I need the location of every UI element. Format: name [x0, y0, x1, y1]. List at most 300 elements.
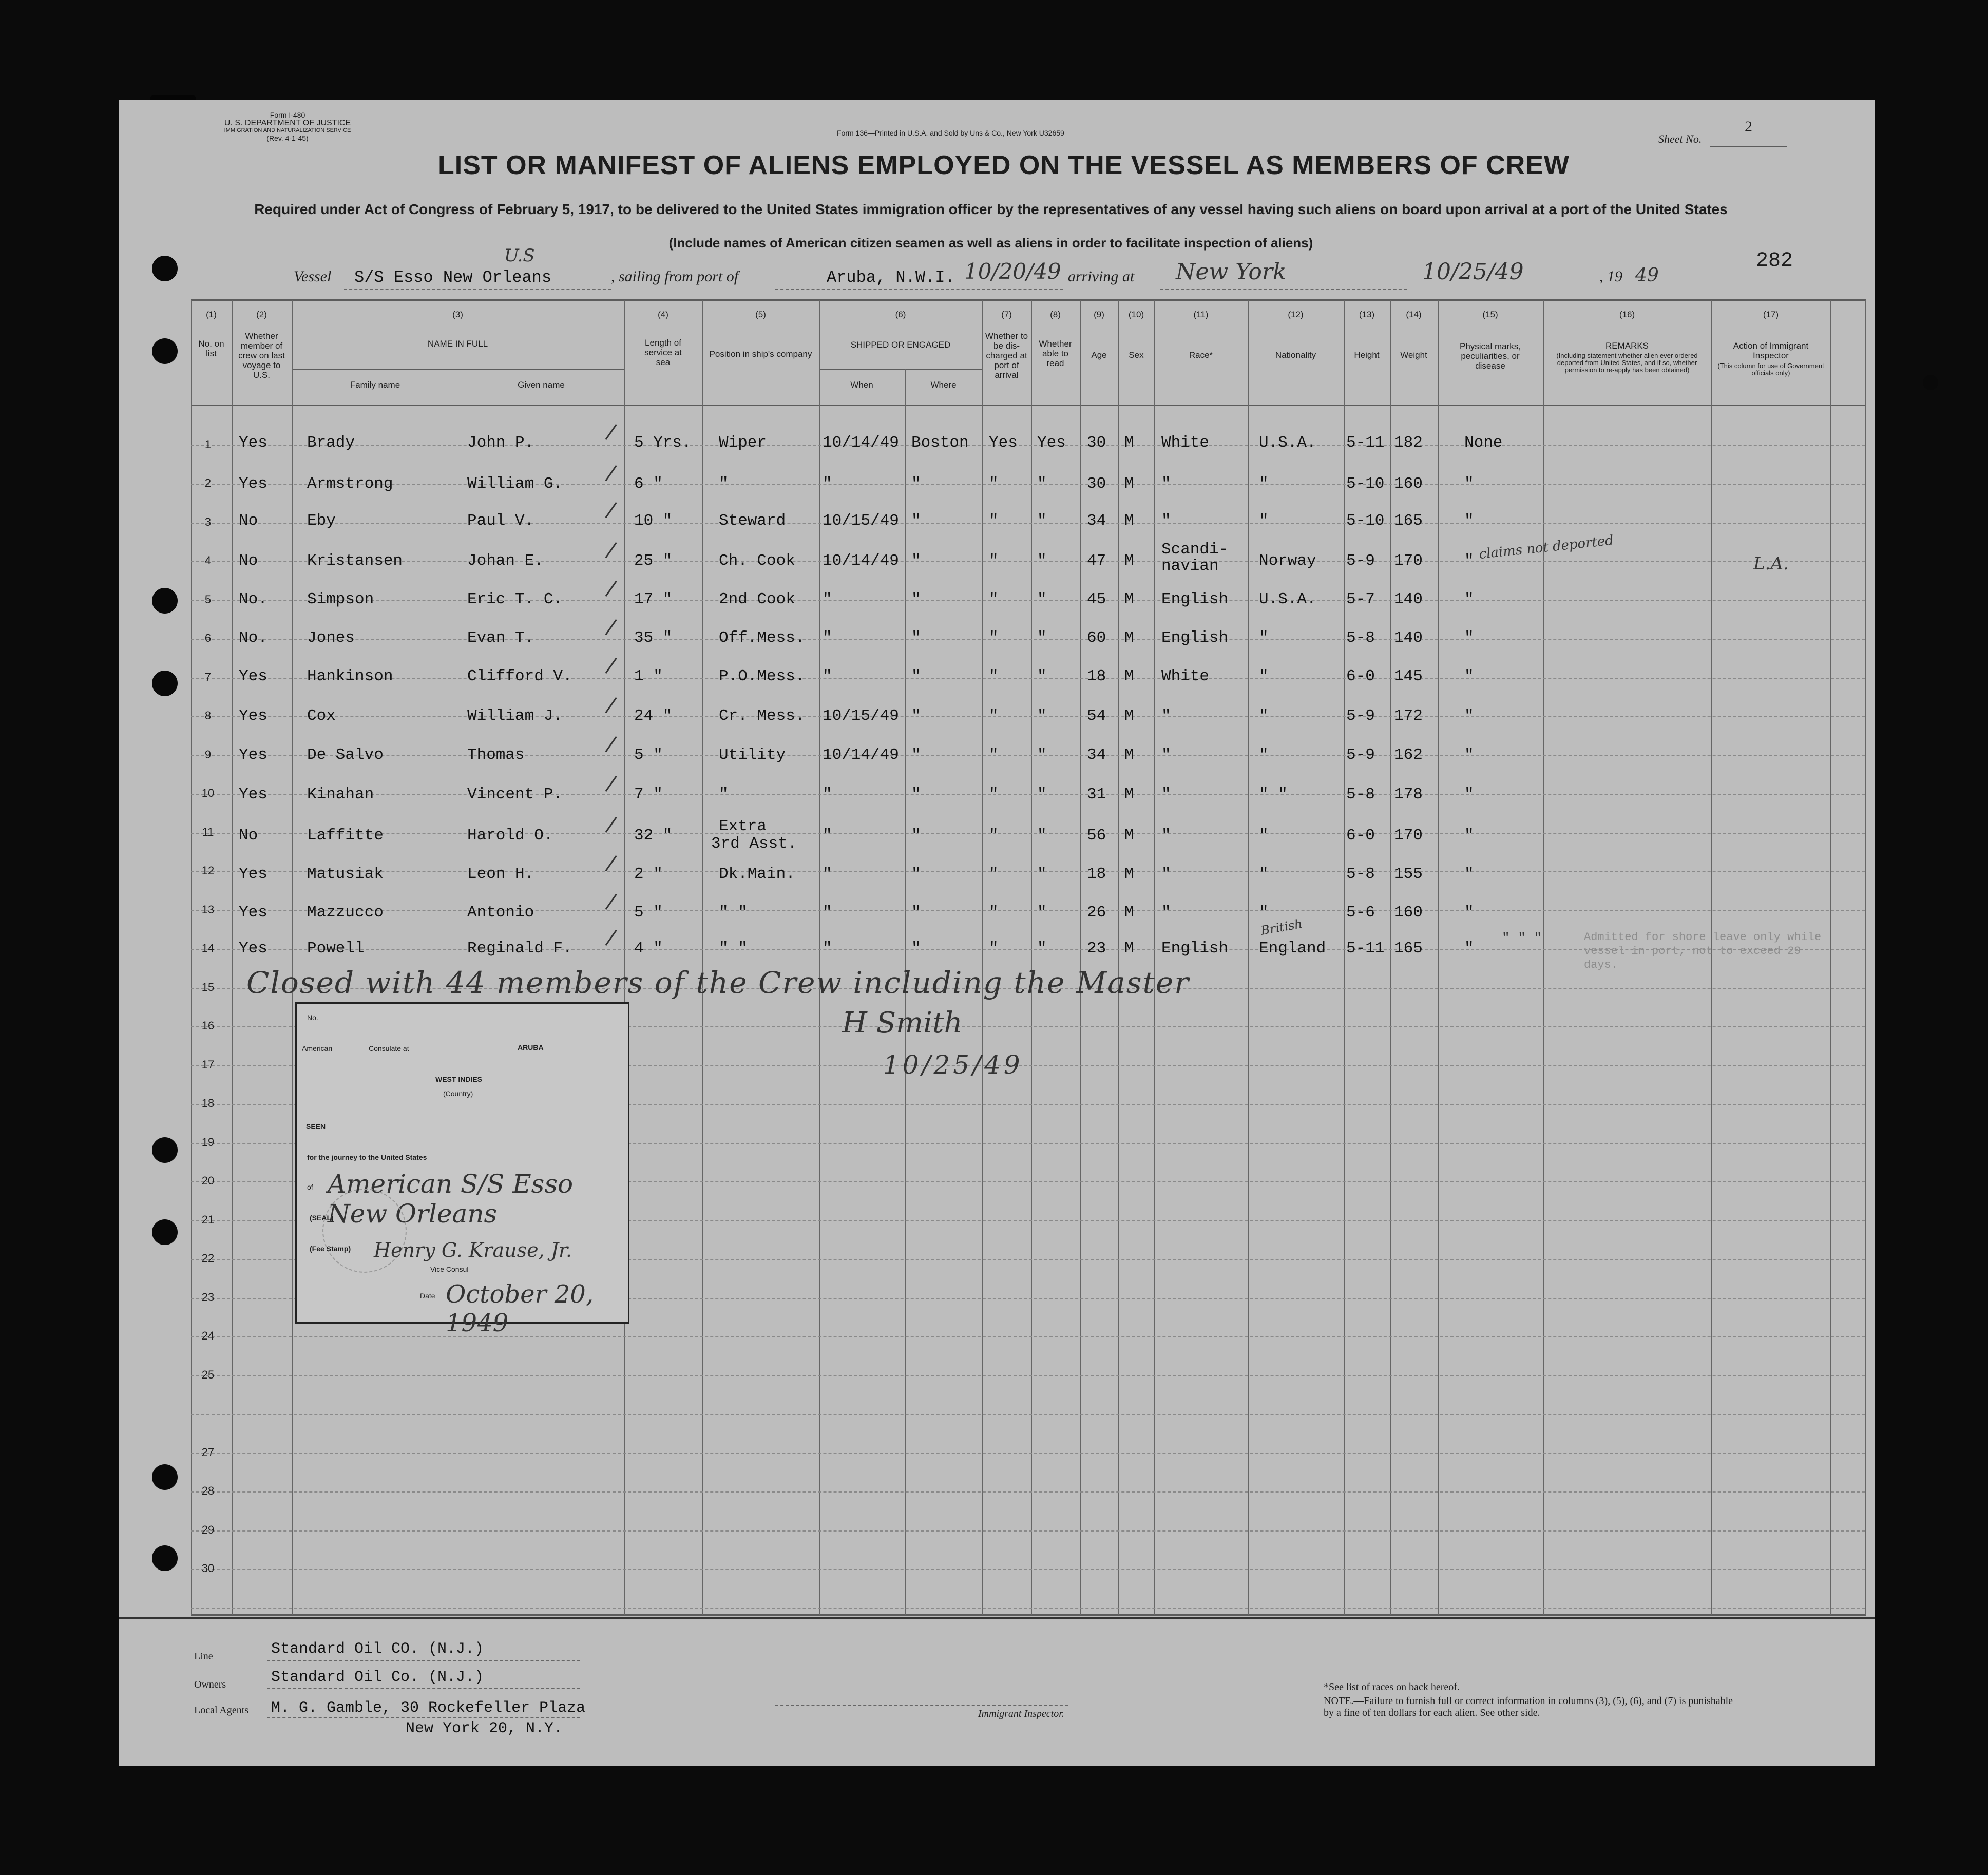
shipped-where: " [911, 707, 921, 725]
year-label: , 19 [1599, 268, 1622, 285]
race: " [1161, 865, 1171, 883]
row-number: 24 [201, 1329, 215, 1342]
race: " [1161, 904, 1171, 922]
length-of-service: 32 " [634, 827, 673, 845]
row-number: 25 [201, 1368, 215, 1381]
height: 6-0 [1346, 667, 1375, 685]
shipped-where: " [911, 746, 921, 764]
shipped-where: " [911, 629, 921, 647]
form-id-block [203, 111, 372, 142]
physical-marks: " [1464, 940, 1474, 958]
nationality: " [1259, 475, 1269, 493]
last-voyage: Yes [239, 786, 267, 803]
given-name: Vincent P. [467, 786, 563, 803]
able-to-read: " [1037, 475, 1047, 493]
stamp-signer: Henry G. Krause, Jr. [374, 1239, 572, 1261]
sex: M [1124, 512, 1134, 530]
row-number: 27 [201, 1445, 215, 1459]
row-rule [191, 871, 1865, 872]
race: English [1161, 590, 1229, 608]
col-header-where: Where [930, 380, 957, 390]
shipped-where: " [911, 590, 921, 608]
length-of-service: 6 " [634, 475, 663, 493]
height: 5-9 [1346, 552, 1375, 570]
able-to-read: " [1037, 940, 1047, 958]
row-rule [191, 1491, 1865, 1493]
shipped-when: " [823, 475, 832, 493]
physical-marks: " [1464, 590, 1474, 608]
physical-marks: " [1464, 629, 1474, 647]
col-header-6: SHIPPED OR ENGAGED [850, 340, 951, 350]
family-name: Jones [307, 629, 355, 647]
punch-hole [152, 1545, 178, 1571]
col-num-16: (16) [1619, 310, 1635, 319]
row-rule [191, 678, 1865, 679]
given-name: William G. [467, 475, 563, 493]
family-name: Powell [307, 940, 365, 958]
given-name: Reginald F. [467, 940, 572, 958]
row-number: 15 [201, 980, 215, 993]
footer-agents: M. G. Gamble, 30 Rockefeller Plaza [271, 1699, 586, 1717]
shipped-when: " [823, 940, 832, 958]
weight: 170 [1394, 552, 1423, 570]
race: White [1161, 667, 1210, 685]
shipped-when: 10/14/49 [823, 746, 899, 764]
nationality: " [1259, 827, 1269, 845]
length-of-service: 1 " [634, 667, 663, 685]
weight: 182 [1394, 434, 1423, 452]
department: U. S. DEPARTMENT OF JUSTICE [224, 119, 351, 127]
family-name: Matusiak [307, 865, 384, 883]
race: " [1161, 746, 1171, 764]
weight: 140 [1394, 590, 1423, 608]
shipped-when: 10/14/49 [823, 552, 899, 570]
arriving-label: arriving at [1068, 268, 1135, 285]
able-to-read: " [1037, 786, 1047, 803]
col-header-14: Weight [1400, 350, 1427, 360]
shipped-where: " [911, 865, 921, 883]
nationality: Norway [1259, 552, 1316, 570]
given-name: Harold O. [467, 827, 553, 845]
col-num-15: (15) [1482, 310, 1498, 319]
nationality: " [1259, 746, 1269, 764]
punch-hole [152, 588, 178, 614]
col-header-8: Whether able to read [1039, 339, 1072, 368]
row-rule [191, 561, 1865, 562]
row-rule [191, 833, 1865, 834]
col-num-9: (9) [1094, 310, 1104, 319]
last-voyage: No [239, 827, 258, 845]
col-header-13: Height [1354, 350, 1380, 360]
remark-powell: " " " [1502, 930, 1542, 946]
row-number: 16 [201, 1019, 215, 1032]
sex: M [1124, 552, 1134, 570]
nationality: " [1259, 865, 1269, 883]
sex: M [1124, 475, 1134, 493]
sex: M [1124, 590, 1134, 608]
row-number: 29 [201, 1523, 215, 1536]
row-number: 17 [201, 1058, 215, 1071]
age: 54 [1087, 707, 1106, 725]
col-header-3: NAME IN FULL [427, 339, 488, 349]
weight: 172 [1394, 707, 1423, 725]
footer-line: Standard Oil CO. (N.J.) [271, 1640, 484, 1658]
stamp-date: October 20, 1949 [446, 1280, 594, 1337]
footer-agents-label: Local Agents [194, 1705, 249, 1716]
height: 5-9 [1346, 707, 1375, 725]
col-num-4: (4) [658, 310, 668, 319]
stamp-seal: (SEAL) [310, 1214, 334, 1222]
given-name: Thomas [467, 746, 525, 764]
shipped-where: " [911, 475, 921, 493]
age: 31 [1087, 786, 1106, 803]
able-to-read: " [1037, 552, 1047, 570]
sex: M [1124, 865, 1134, 883]
vessel-note: U.S [504, 245, 535, 266]
sex: M [1124, 667, 1134, 685]
age: 26 [1087, 904, 1106, 922]
stamp-fee-label: (Fee Stamp) [310, 1245, 351, 1253]
discharged: " [989, 904, 999, 922]
sheet-label: Sheet No. [1658, 132, 1702, 145]
position: Utility [719, 746, 786, 764]
col-header-11: Race* [1189, 350, 1213, 360]
col-header-12: Nationality [1275, 350, 1316, 360]
physical-marks: " [1464, 827, 1474, 845]
row-number: 11 [202, 825, 214, 838]
weight: 160 [1394, 475, 1423, 493]
punch-hole [152, 1137, 178, 1163]
height: 6-0 [1346, 827, 1375, 845]
weight: 145 [1394, 667, 1423, 685]
row-rule [191, 445, 1865, 446]
age: 34 [1087, 746, 1106, 764]
col-num-11: (11) [1193, 310, 1209, 319]
discharged: " [989, 746, 999, 764]
given-name: Leon H. [467, 865, 534, 883]
footer-inspector: Immigrant Inspector. [978, 1708, 1064, 1719]
nationality: " [1259, 707, 1269, 725]
row-number: 5 [204, 592, 212, 606]
col-header-7: Whether to be dis- charged at port of arrival [985, 331, 1028, 380]
height: 5-7 [1346, 590, 1375, 608]
vessel-label: Vessel [294, 268, 332, 285]
last-voyage: Yes [239, 707, 267, 725]
race-line-2: navian [1161, 557, 1219, 575]
height: 5-9 [1346, 746, 1375, 764]
age: 30 [1087, 434, 1106, 452]
row-rule [191, 1569, 1865, 1570]
shipped-when: " [823, 827, 832, 845]
discharged: " [989, 940, 999, 958]
row-number: 1 [204, 437, 212, 451]
row-number: 4 [204, 554, 212, 567]
length-of-service: 17 " [634, 590, 673, 608]
row-rule [191, 1530, 1865, 1532]
sex: M [1124, 434, 1134, 452]
height: 5-6 [1346, 904, 1375, 922]
position: 2nd Cook [719, 590, 795, 608]
row-rule [191, 600, 1865, 601]
weight: 162 [1394, 746, 1423, 764]
family-name: Armstrong [307, 475, 393, 493]
able-to-read: " [1037, 707, 1047, 725]
given-name: Evan T. [467, 629, 534, 647]
position: Off.Mess. [719, 629, 805, 647]
physical-marks: " [1464, 707, 1474, 725]
row-number: 12 [201, 864, 215, 877]
footer-owners: Standard Oil Co. (N.J.) [271, 1669, 484, 1686]
col-num-13: (13) [1359, 310, 1375, 319]
col-header-4: Length of service at sea [644, 338, 682, 367]
row-rule [191, 484, 1865, 485]
rev: (Rev. 4-1-45) [266, 134, 309, 142]
discharged: " [989, 827, 999, 845]
stamp-journey: for the journey to the United States [307, 1153, 427, 1161]
row-rule [191, 1375, 1865, 1376]
footer-owners-label: Owners [194, 1679, 226, 1690]
given-name: Eric T. C. [467, 590, 563, 608]
row-number: 22 [201, 1252, 215, 1265]
weight: 170 [1394, 827, 1423, 845]
position: Dk.Main. [719, 865, 795, 883]
race: " [1161, 512, 1171, 530]
row-number: 9 [204, 748, 212, 761]
col-header-family: Family name [350, 380, 400, 390]
height: 5-8 [1346, 865, 1375, 883]
page-title: LIST OR MANIFEST OF ALIENS EMPLOYED ON THE VESSEL AS MEMBERS OF CREW [438, 150, 1570, 180]
shipped-when: " [823, 667, 832, 685]
length-of-service: 25 " [634, 552, 673, 570]
physical-marks: " [1464, 512, 1474, 530]
col-header-17-sub: (This column for use of Government officials only) [1717, 362, 1824, 377]
position: Steward [719, 512, 786, 530]
col-header-15: Physical marks, peculiarities, or disease [1459, 341, 1521, 371]
discharged: " [989, 512, 999, 530]
shipped-when: " [823, 865, 832, 883]
last-voyage: Yes [239, 475, 267, 493]
physical-marks: " [1464, 552, 1474, 570]
punch-hole [152, 1219, 178, 1245]
vessel-name: S/S Esso New Orleans [354, 268, 552, 287]
family-name: Mazzucco [307, 904, 384, 922]
race: " [1161, 827, 1171, 845]
height: 5-11 [1346, 940, 1385, 958]
family-name: Cox [307, 707, 336, 725]
last-voyage: Yes [239, 667, 267, 685]
able-to-read: " [1037, 590, 1047, 608]
given-name: Clifford V. [467, 667, 572, 685]
row-rule [191, 523, 1865, 524]
arriving-port: New York [1176, 259, 1287, 285]
col-num-1: (1) [206, 310, 217, 319]
nationality: " [1259, 667, 1269, 685]
length-of-service: 5 " [634, 746, 663, 764]
last-voyage: No [239, 552, 258, 570]
family-name: Laffitte [307, 827, 384, 845]
age: 45 [1087, 590, 1106, 608]
last-voyage: No [239, 512, 258, 530]
col-header-16-sub: (Including statement whether alien ever ordered deported from United States, and if so, whether permission to re-apply has been obtained) [1556, 352, 1698, 374]
sailing-label: , sailing from port of [611, 268, 739, 285]
sex: M [1124, 707, 1134, 725]
last-voyage: No. [239, 629, 267, 647]
position: Ch. Cook [719, 552, 795, 570]
remark-kristansen: claims not deported [1478, 532, 1615, 563]
row-number: 19 [201, 1135, 215, 1149]
nationality: " [1259, 512, 1269, 530]
footer-races-note: *See list of races on back hereof. [1324, 1681, 1460, 1693]
port: Aruba, N.W.I. [827, 268, 955, 287]
able-to-read: " [1037, 904, 1047, 922]
family-name: Simpson [307, 590, 374, 608]
shipped-where: " [911, 552, 921, 570]
height: 5-10 [1346, 475, 1385, 493]
closing-note: Closed with 44 members of the Crew including the Master [246, 965, 1190, 1000]
nationality: " [1259, 904, 1269, 922]
age: 34 [1087, 512, 1106, 530]
discharged: " [989, 590, 999, 608]
footer-agents-2: New York 20, N.Y. [406, 1720, 563, 1737]
age: 18 [1087, 865, 1106, 883]
row-number: 6 [204, 632, 212, 644]
col-num-8: (8) [1050, 310, 1061, 319]
age: 30 [1087, 475, 1106, 493]
stamp-city: ARUBA [518, 1043, 544, 1051]
row-rule [191, 910, 1865, 911]
last-voyage: Yes [239, 940, 267, 958]
shipped-when: " [823, 786, 832, 803]
nationality-note-powell: British [1259, 916, 1304, 938]
length-of-service: 7 " [634, 786, 663, 803]
row-rule [191, 794, 1865, 795]
form-id: Form I-480 [270, 111, 305, 119]
position: Cr. Mess. [719, 707, 805, 725]
col-header-1: No. on list [198, 339, 224, 358]
row-number: 30 [201, 1562, 215, 1575]
family-name: De Salvo [307, 746, 384, 764]
stamp-consulate-of: Consulate at [369, 1044, 409, 1053]
physical-marks: " [1464, 865, 1474, 883]
race: English [1161, 629, 1229, 647]
col-num-17: (17) [1763, 310, 1779, 319]
punch-hole [1923, 375, 1938, 390]
race: White [1161, 434, 1210, 452]
given-name: Johan E. [467, 552, 544, 570]
length-of-service: 5 Yrs. [634, 434, 692, 452]
able-to-read: " [1037, 827, 1047, 845]
able-to-read: " [1037, 746, 1047, 764]
row-rule [191, 755, 1865, 756]
sheet-number: 2 [1745, 118, 1752, 135]
stamp-seen: SEEN [306, 1122, 326, 1131]
position: " " [719, 904, 748, 922]
col-header-16: REMARKS [1605, 341, 1649, 351]
length-of-service: 2 " [634, 865, 663, 883]
closing-date: 10/25/49 [883, 1050, 1023, 1080]
stamp-american: American [302, 1044, 333, 1053]
col-header-17: Action of Immigrant Inspector [1733, 341, 1809, 360]
discharged: " [989, 475, 999, 493]
shipped-where: " [911, 904, 921, 922]
physical-marks: " [1464, 475, 1474, 493]
height: 5-8 [1346, 786, 1375, 803]
height: 5-10 [1346, 512, 1385, 530]
col-header-2: Whether member of crew on last voyage to U.S. [238, 331, 285, 380]
shipped-where: " [911, 512, 921, 530]
able-to-read: Yes [1037, 434, 1066, 452]
sex: M [1124, 786, 1134, 803]
row-number: 3 [204, 515, 212, 528]
nationality: " " [1259, 786, 1288, 803]
punch-hole [152, 671, 178, 696]
given-name: William J. [467, 707, 563, 725]
sail-date: 10/20/49 [964, 259, 1061, 284]
position: Wiper [719, 434, 767, 452]
race: English [1161, 940, 1229, 958]
weight: 165 [1394, 940, 1423, 958]
sex: M [1124, 904, 1134, 922]
last-voyage: Yes [239, 865, 267, 883]
race: " [1161, 786, 1171, 803]
weight: 155 [1394, 865, 1423, 883]
last-voyage: Yes [239, 746, 267, 764]
nationality: England [1259, 940, 1326, 958]
weight: 160 [1394, 904, 1423, 922]
last-voyage: Yes [239, 904, 267, 922]
footer-line-label: Line [194, 1651, 213, 1662]
action-kristansen: L.A. [1753, 553, 1789, 574]
stamp-country-label: (Country) [443, 1089, 473, 1098]
shipped-where: Boston [911, 434, 969, 452]
shipped-where: " [911, 827, 921, 845]
subnote: (Include names of American citizen seamen as well as aliens in order to facilitate inspection of aliens) [668, 235, 1313, 251]
shipped-where: " [911, 786, 921, 803]
position: " [719, 786, 729, 803]
position: " " [719, 940, 748, 958]
sex: M [1124, 629, 1134, 647]
family-name: Brady [307, 434, 355, 452]
able-to-read: " [1037, 667, 1047, 685]
discharged: " [989, 707, 999, 725]
punch-hole [152, 256, 178, 281]
able-to-read: " [1037, 512, 1047, 530]
discharged: " [989, 629, 999, 647]
height: 5-11 [1346, 434, 1385, 452]
row-rule [191, 639, 1865, 640]
physical-marks: " [1464, 667, 1474, 685]
row-number: 8 [204, 709, 212, 722]
col-header-when: When [850, 380, 873, 390]
shipped-when: 10/14/49 [823, 434, 899, 452]
position-line-2: 3rd Asst. [711, 835, 797, 853]
age: 47 [1087, 552, 1106, 570]
length-of-service: 35 " [634, 629, 673, 647]
row-number: 7 [204, 670, 212, 683]
shipped-where: " [911, 940, 921, 958]
col-num-7: (7) [1001, 310, 1012, 319]
given-name: Antonio [467, 904, 534, 922]
age: 60 [1087, 629, 1106, 647]
position: P.O.Mess. [719, 667, 805, 685]
stamp-vessel-hand: American S/S Esso New Orleans [328, 1169, 574, 1229]
age: 56 [1087, 827, 1106, 845]
weight: 178 [1394, 786, 1423, 803]
col-num-3: (3) [452, 310, 463, 319]
stamp-no-label: No. [307, 1013, 318, 1022]
row-number: 10 [201, 787, 215, 799]
family-name: Hankinson [307, 667, 393, 685]
